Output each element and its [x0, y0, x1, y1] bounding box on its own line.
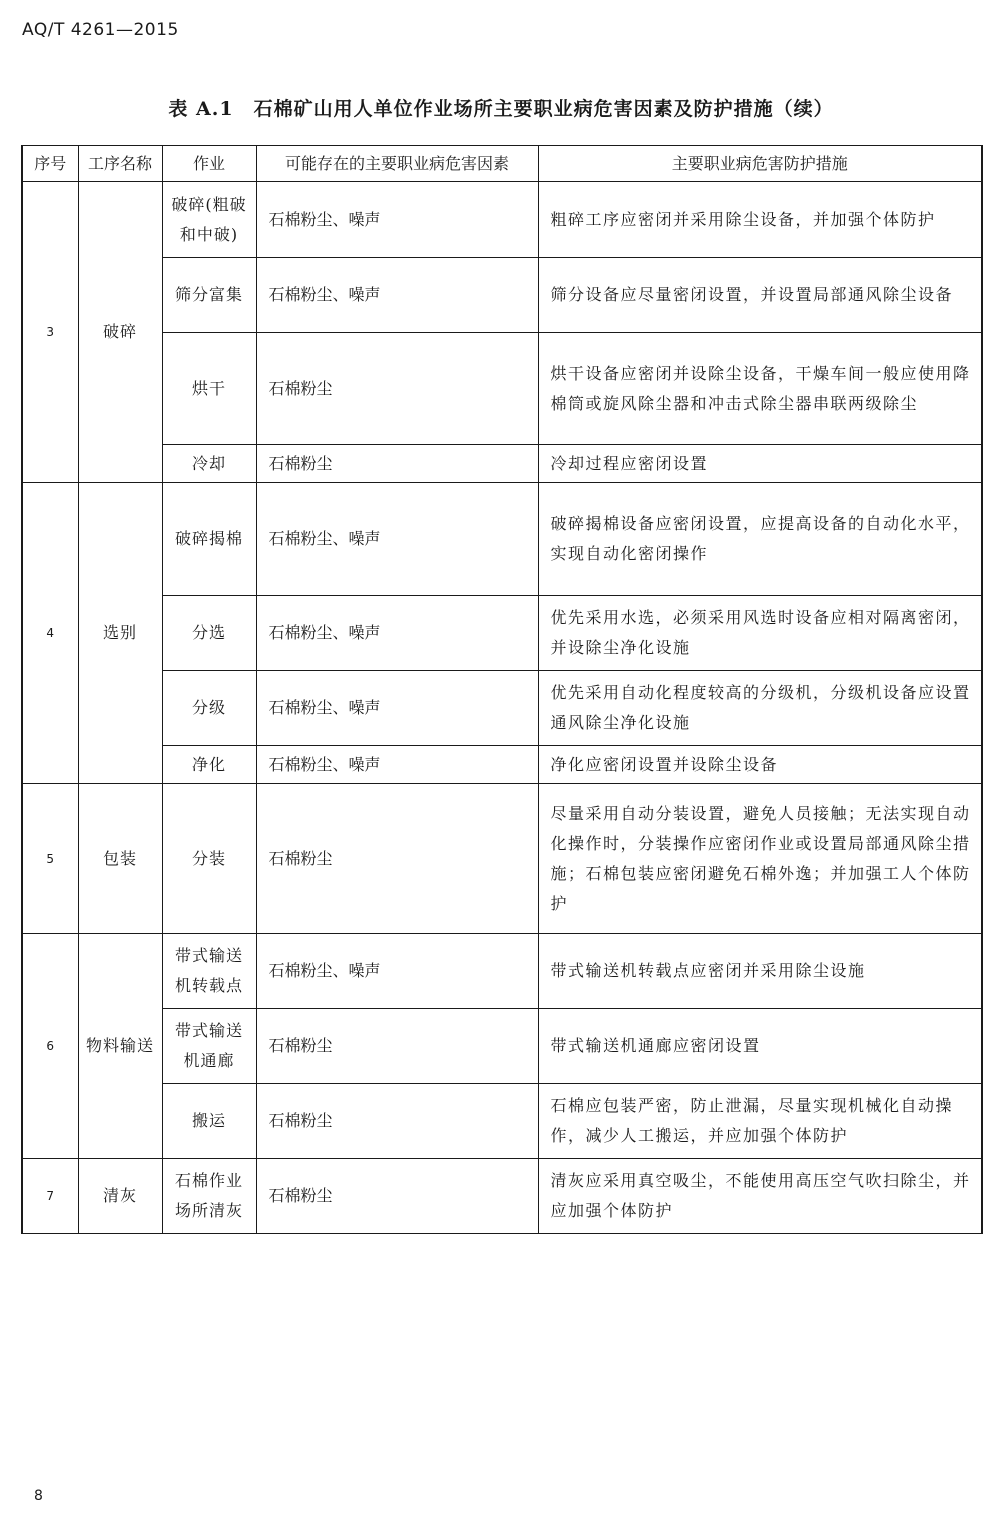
page-number: 8	[34, 1488, 43, 1504]
protective-measures-cell: 优先采用水选，必须采用风选时设备应相对隔离密闭，并设除尘净化设施	[538, 596, 982, 671]
operation-cell: 破碎揭棉	[162, 483, 256, 596]
protective-measures-cell: 粗碎工序应密闭并采用除尘设备，并加强个体防护	[538, 182, 982, 258]
operation-cell: 带式输送机转载点	[162, 934, 256, 1009]
protective-measures-cell: 带式输送机通廊应密闭设置	[538, 1009, 982, 1084]
hazard-factors-cell: 石棉粉尘	[256, 1009, 538, 1084]
hazard-factors-cell: 石棉粉尘	[256, 784, 538, 934]
operation-cell: 净化	[162, 746, 256, 784]
protective-measures-cell: 冷却过程应密闭设置	[538, 445, 982, 483]
hazard-factors-cell: 石棉粉尘、噪声	[256, 671, 538, 746]
protective-measures-cell: 带式输送机转载点应密闭并采用除尘设施	[538, 934, 982, 1009]
protective-measures-cell: 清灰应采用真空吸尘，不能使用高压空气吹扫除尘，并应加强个体防护	[538, 1159, 982, 1234]
column-header-operation: 作业	[162, 146, 256, 182]
row-number: 4	[22, 483, 78, 784]
column-header-measures: 主要职业病危害防护措施	[538, 146, 982, 182]
operation-cell: 分装	[162, 784, 256, 934]
table-row	[22, 1159, 982, 1234]
process-name: 选别	[78, 483, 162, 784]
row-number: 5	[22, 784, 78, 934]
protective-measures-cell: 烘干设备应密闭并设除尘设备，干燥车间一般应使用降棉筒或旋风除尘器和冲击式除尘器串联两级除尘	[538, 333, 982, 445]
hazard-factors-cell: 石棉粉尘、噪声	[256, 483, 538, 596]
table-row	[22, 445, 982, 483]
table-row	[22, 1009, 982, 1084]
hazard-factors-cell: 石棉粉尘	[256, 1084, 538, 1159]
hazard-factors-cell: 石棉粉尘	[256, 1159, 538, 1234]
standard-code: AQ/T 4261—2015	[22, 20, 179, 40]
hazard-factors-cell: 石棉粉尘、噪声	[256, 258, 538, 333]
operation-cell: 分级	[162, 671, 256, 746]
hazard-factors-cell: 石棉粉尘、噪声	[256, 596, 538, 671]
table-header-row	[22, 146, 982, 182]
operation-cell: 破碎(粗破和中破)	[162, 182, 256, 258]
process-name: 物料输送	[78, 934, 162, 1159]
process-name: 破碎	[78, 182, 162, 483]
operation-cell: 分选	[162, 596, 256, 671]
table-row	[22, 934, 982, 1009]
row-number: 6	[22, 934, 78, 1159]
table-row	[22, 1084, 982, 1159]
protective-measures-cell: 尽量采用自动分装设置，避免人员接触；无法实现自动化操作时，分装操作应密闭作业或设置局部通风除尘措施；石棉包装应密闭避免石棉外逸；并加强工人个体防护	[538, 784, 982, 934]
process-name: 包装	[78, 784, 162, 934]
hazard-factors-cell: 石棉粉尘	[256, 445, 538, 483]
row-number: 3	[22, 182, 78, 483]
protective-measures-cell: 破碎揭棉设备应密闭设置，应提高设备的自动化水平，实现自动化密闭操作	[538, 483, 982, 596]
hazard-factors-cell: 石棉粉尘、噪声	[256, 746, 538, 784]
hazard-factors-cell: 石棉粉尘、噪声	[256, 934, 538, 1009]
column-header-factors: 可能存在的主要职业病危害因素	[256, 146, 538, 182]
hazard-table	[21, 145, 983, 1234]
table-row	[22, 746, 982, 784]
process-name: 清灰	[78, 1159, 162, 1234]
operation-cell: 搬运	[162, 1084, 256, 1159]
operation-cell: 冷却	[162, 445, 256, 483]
table-row	[22, 596, 982, 671]
hazard-factors-cell: 石棉粉尘	[256, 333, 538, 445]
operation-cell: 石棉作业场所清灰	[162, 1159, 256, 1234]
operation-cell: 带式输送机通廊	[162, 1009, 256, 1084]
table-row	[22, 483, 982, 596]
protective-measures-cell: 石棉应包装严密，防止泄漏，尽量实现机械化自动操作，减少人工搬运，并应加强个体防护	[538, 1084, 982, 1159]
protective-measures-cell: 筛分设备应尽量密闭设置，并设置局部通风除尘设备	[538, 258, 982, 333]
row-number: 7	[22, 1159, 78, 1234]
table-row	[22, 258, 982, 333]
operation-cell: 筛分富集	[162, 258, 256, 333]
protective-measures-cell: 净化应密闭设置并设除尘设备	[538, 746, 982, 784]
table-row	[22, 784, 982, 934]
operation-cell: 烘干	[162, 333, 256, 445]
table-title: 表 A.1 石棉矿山用人单位作业场所主要职业病危害因素及防护措施（续）	[168, 98, 834, 120]
column-header-process: 工序名称	[78, 146, 162, 182]
column-header-no: 序号	[22, 146, 78, 182]
hazard-factors-cell: 石棉粉尘、噪声	[256, 182, 538, 258]
table-row	[22, 333, 982, 445]
table-row	[22, 671, 982, 746]
protective-measures-cell: 优先采用自动化程度较高的分级机，分级机设备应设置通风除尘净化设施	[538, 671, 982, 746]
table-row	[22, 182, 982, 258]
